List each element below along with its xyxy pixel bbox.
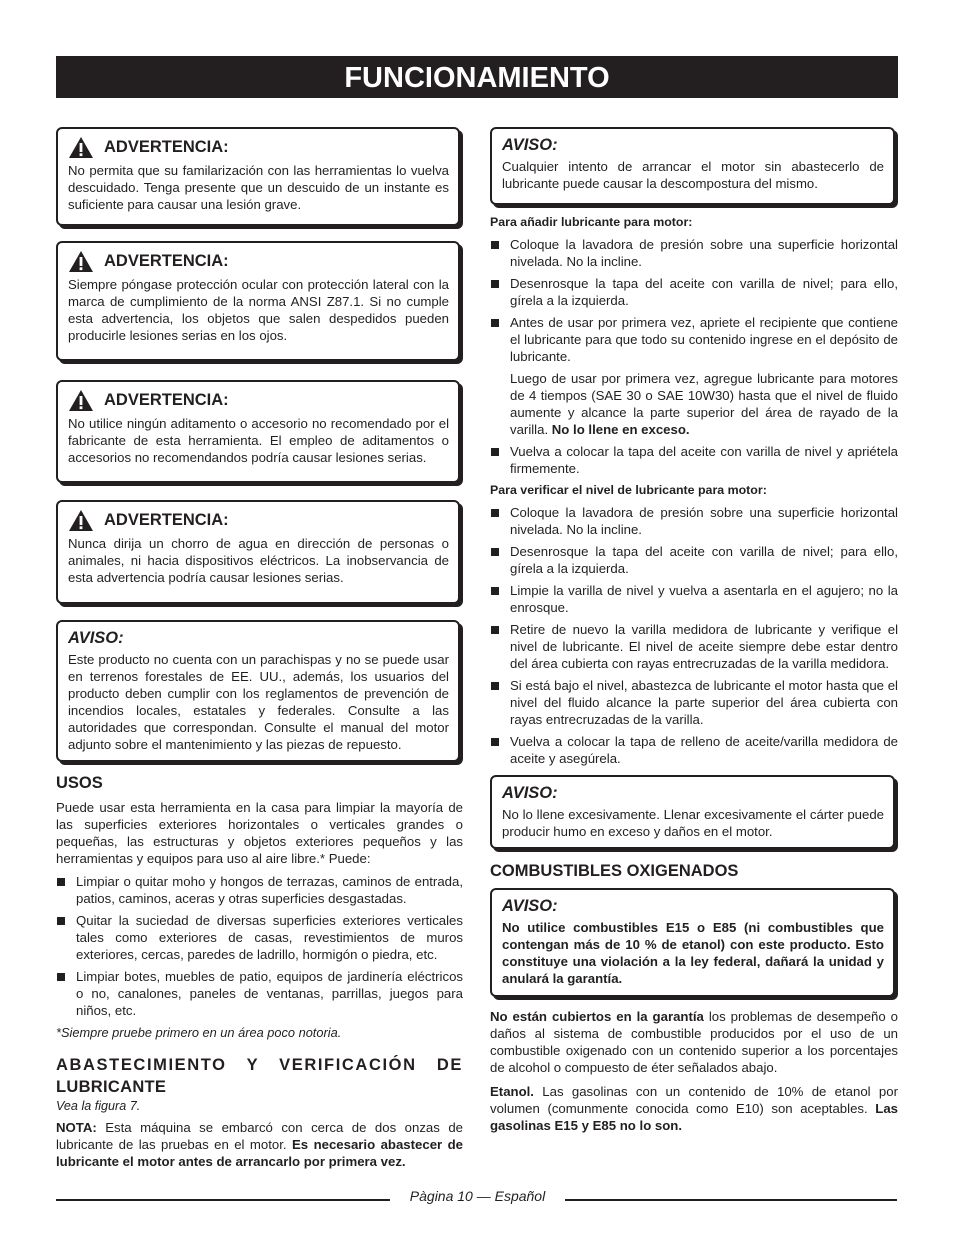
bullet-square-icon [491, 587, 499, 595]
bullet-square-icon [491, 682, 499, 690]
nota-paragraph: NOTA: Esta máquina se embarcó con cerca de dos onzas de lubricante de las pruebas en el motor. Es necesario abastecer de lubricante el motor antes de arrancarlo por primera vez. [56, 1120, 463, 1169]
usos-heading: USOS [56, 774, 103, 792]
list-item: Retire de nuevo la varilla medidora de lubricante y verifique el nivel de lubricante. El nivel de aceite siempre debe estar dentro del área cubierta con rayas entrecruzadas de la varilla medidora. [490, 621, 898, 672]
bullet-square-icon [491, 241, 499, 249]
warning-triangle-icon [68, 136, 94, 159]
bullet-square-icon [57, 878, 65, 886]
warning-box-1 [56, 127, 460, 226]
abastecimiento-heading: ABASTECIMIENTO Y VERIFICACIÓN DE LUBRICANTE [56, 1056, 463, 1096]
aviso-title: AVISO: [502, 784, 558, 802]
combustibles-heading: COMBUSTIBLES OXIGENADOS [490, 862, 739, 880]
list-item: Limpiar o quitar moho y hongos de terrazas, caminos de entrada, patios, caminos, aceras y otras superficies desgastadas. [56, 873, 463, 907]
list-item: Desenrosque la tapa del aceite con varilla de nivel; para ello, gírela a la izquierda. [490, 543, 898, 577]
list-item: Quitar la suciedad de diversas superficies exteriores verticales tales como exteriores de casas, revestimientos de muros exteriores, cercas, paredes de ladrillo, hormigón o piedra, etc. [56, 912, 463, 963]
aviso-box-start [490, 127, 895, 205]
warning-text: No utilice ningún aditamento o accesorio no recomendado por el fabricante de esta herramienta. El empleo de aditamentos o accesorios no recomendandos podría causar lesiones serias. [68, 416, 449, 465]
bullet-square-icon [57, 973, 65, 981]
aviso-text: No lo llene excesivamente. Llenar excesivamente el cárter puede producir humo en exceso y daños en el motor. [502, 807, 884, 839]
list-item: Limpiar botes, muebles de patio, equipos de jardinería eléctricos o no, canalones, paneles de ventanas, parrillas, juegos para niños, etc. [56, 968, 463, 1019]
usos-list [56, 873, 463, 1024]
usos-note: *Siempre pruebe primero en un área poco notoria. [56, 1025, 342, 1040]
aviso-text: No utilice combustibles E15 o E85 (ni combustibles que contengan más de 10 % de etanol) con este producto. Esto constituye una violación a la ley federal, dañará la unidad y anulará la garantía. [502, 920, 884, 986]
page-footer: Pàgina 10 — Español [409, 1188, 546, 1204]
aviso-title: AVISO: [68, 629, 124, 647]
list-item: Si está bajo el nivel, abastezca de lubricante el motor hasta que el nivel del fluido alcance la parte superior del área cubierta con rayas entrecruzadas de la varilla. [490, 677, 898, 728]
bullet-square-icon [491, 280, 499, 288]
bullet-square-icon [491, 509, 499, 517]
list-item: Desenrosque la tapa del aceite con varilla de nivel; para ello, gírela a la izquierda. [490, 275, 898, 309]
warning-box-4 [56, 500, 460, 604]
verify-oil-subheading: Para verificar el nivel de lubricante para motor: [490, 483, 767, 497]
warning-title: ADVERTENCIA: [104, 391, 229, 409]
list-item: Limpie la varilla de nivel y vuelva a asentarla en el agujero; no la enrosque. [490, 582, 898, 616]
aviso-box-fuel [490, 888, 895, 997]
warranty-paragraph: No están cubiertos en la garantía los problemas de desempeño o daños al sistema de combustible producidos por el uso de un combustible oxigenado con un contenido superior a los porcentajes de alcohol o compuesto de éter señalados abajo. [490, 1009, 898, 1075]
verify-oil-list [490, 504, 898, 772]
warning-triangle-icon [68, 250, 94, 273]
warning-text: Nunca dirija un chorro de agua en dirección de personas o animales, ni hacia dispositivos eléctricos. La inobservancia de esta advertencia podría causar lesiones serias. [68, 536, 449, 585]
aviso-box-overfill [490, 775, 895, 849]
warning-triangle-icon [68, 389, 94, 412]
footer-rule-left [56, 1199, 390, 1201]
aviso-title: AVISO: [502, 136, 558, 154]
list-item: Vuelva a colocar la tapa de relleno de aceite/varilla medidora de aceite y asegúrela. [490, 733, 898, 767]
usos-intro: Puede usar esta herramienta en la casa para limpiar la mayoría de las superficies exteriores horizontales o verticales grandes o pequeñas, las estructuras y objetos exteriores pequeños y las herramientas y equipos para uso al aire libre.* Puede: [56, 800, 463, 866]
add-oil-continuation: Luego de usar por primera vez, agregue lubricante para motores de 4 tiempos (SAE 30 o SAE 10W30) hasta que el nivel de fluido aumente y alcance la parte superior del área de rayado de la varilla. No lo llene en exceso. [510, 371, 898, 437]
list-item: Antes de usar por primera vez, apriete el recipiente que contiene el lubricante para que todo su contenido ingrese en el depósito de lubricante. [490, 314, 898, 365]
warning-text: Siempre póngase protección ocular con protección lateral con la marca de cumplimiento de la norma ANSI Z87.1. Si no cumple esta advertencia, los objetos que salen despedidos pueden producirle lesiones serias en los ojos. [68, 277, 449, 343]
add-oil-list [490, 236, 898, 482]
bullet-square-icon [491, 448, 499, 456]
list-item: Coloque la lavadora de presión sobre una superficie horizontal nivelada. No la incline. [490, 236, 898, 270]
bullet-square-icon [491, 738, 499, 746]
bullet-square-icon [57, 917, 65, 925]
list-item: Vuelva a colocar la tapa del aceite con varilla de nivel y apriétela firmemente. [490, 443, 898, 477]
ethanol-paragraph: Etanol. Las gasolinas con un contenido de 10% de etanol por volumen (comunmente conocida como E10) son aceptables. Las gasolinas E15 y E85 no lo son. [490, 1084, 898, 1133]
see-figure: Vea la figura 7. [56, 1099, 141, 1113]
warning-title: ADVERTENCIA: [104, 252, 229, 270]
bullet-square-icon [491, 319, 499, 327]
add-oil-subheading: Para añadir lubricante para motor: [490, 215, 693, 229]
warning-title: ADVERTENCIA: [104, 511, 229, 529]
list-item: Coloque la lavadora de presión sobre una superficie horizontal nivelada. No la incline. [490, 504, 898, 538]
bullet-square-icon [491, 548, 499, 556]
warning-text: No permita que su familarización con las herramientas lo vuelva descuidado. Tenga presente que un descuido de un instante es suficiente para causar una lesión grave. [68, 163, 449, 212]
warning-box-3 [56, 380, 460, 483]
aviso-text: Este producto no cuenta con un parachispas y no se puede usar en terrenos forestales de EE. UU., además, los usuarios del producto deben cumplir con los reglamentos de prevención de incendios locales, estatales y federales. Consulte a las autoridades que correspondan. Consulte el manual del motor adjunto sobre el mantenimiento y las piezas de repuesto. [68, 652, 449, 752]
aviso-text: Cualquier intento de arrancar el motor sin abastecerlo de lubricante puede causar la descompostura del mismo. [502, 159, 884, 191]
warning-title: ADVERTENCIA: [104, 138, 229, 156]
page-title: FUNCIONAMIENTO [56, 56, 898, 98]
footer-rule-right [565, 1199, 897, 1201]
warning-box-2 [56, 241, 460, 361]
aviso-box-spark [56, 620, 460, 762]
bullet-square-icon [491, 626, 499, 634]
aviso-title: AVISO: [502, 897, 558, 915]
warning-triangle-icon [68, 509, 94, 532]
